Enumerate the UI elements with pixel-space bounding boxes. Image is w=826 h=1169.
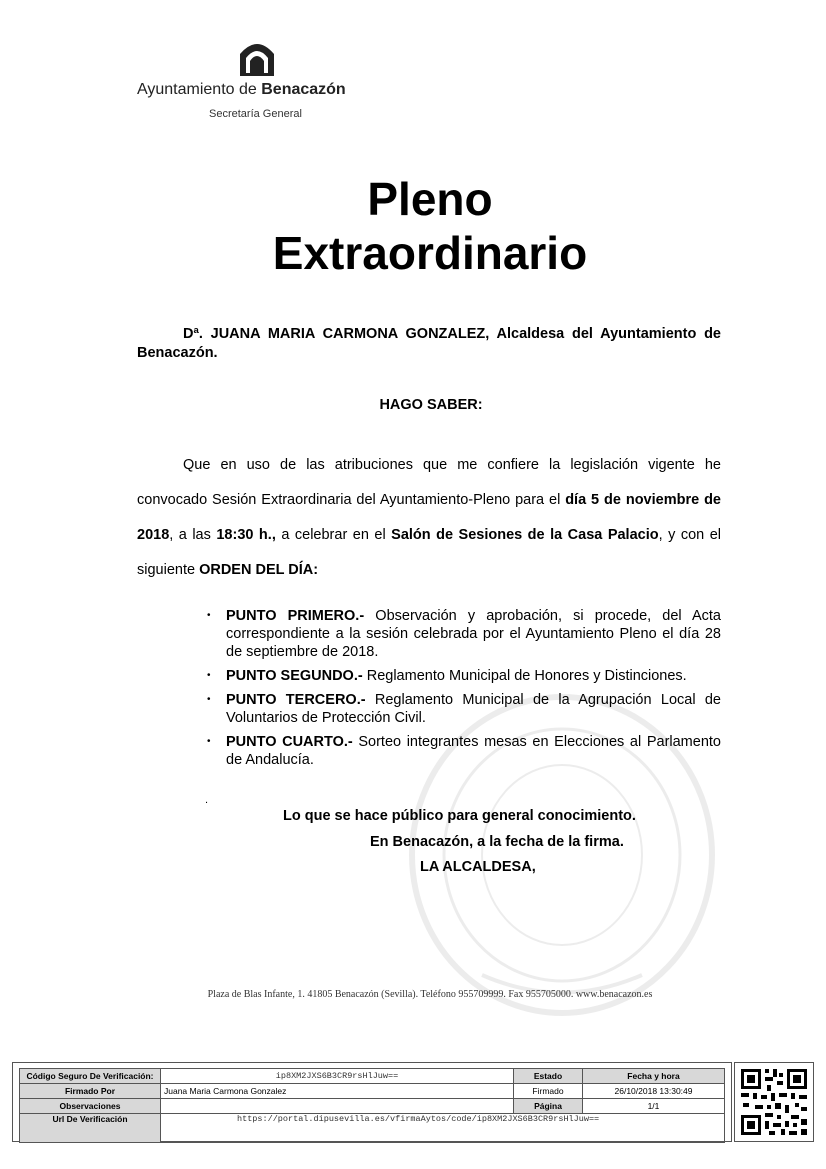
session-place: Salón de Sesiones de la Casa Palacio	[391, 527, 659, 543]
firmado-value: Juana Maria Carmona Gonzalez	[161, 1084, 514, 1099]
estado-value: Firmado	[514, 1084, 583, 1099]
observaciones-value	[161, 1099, 514, 1114]
firmado-label: Firmado Por	[20, 1084, 161, 1099]
header-logo	[137, 38, 377, 122]
convocation-paragraph: Que en uso de las atribuciones que me confiere la legislación vigente he convocado Sesión Extraordinaria del Ayuntamiento-Pleno para el día 5 de noviembre de 2018, a las 18:30 h., a celebrar en el Salón de Sesiones de la Casa Palacio, y con el siguiente ORDEN DEL DÍA:	[137, 457, 722, 578]
fecha-value: 26/10/2018 13:30:49	[583, 1084, 725, 1099]
estado-label: Estado	[514, 1069, 583, 1084]
pagina-label: Página	[514, 1099, 583, 1114]
agenda-item: • PUNTO CUARTO.- Sorteo integrantes mesas en Elecciones al Parlamento de Andalucía.	[207, 734, 721, 768]
session-date: día 5 de noviembre de 2018	[137, 492, 721, 543]
url-value[interactable]: https://portal.dipusevilla.es/vfirmaAytos/code/ip8XM2JXS6B3CR9rsHlJuw==	[161, 1114, 725, 1143]
qr-code-icon	[734, 1062, 814, 1142]
intro-paragraph: Dª. JUANA MARIA CARMONA GONZALEZ, Alcaldesa del Ayuntamiento de Benacazón.	[137, 326, 721, 361]
csv-value: ip8XM2JXS6B3CR9rsHlJuw==	[161, 1069, 514, 1084]
org-department: Secretaría General	[209, 108, 302, 120]
stray-dot: .	[205, 794, 209, 806]
pagina-value: 1/1	[583, 1099, 725, 1114]
agenda-item: • PUNTO SEGUNDO.- Reglamento Municipal de Honores y Distinciones.	[207, 668, 687, 684]
municipal-arch-emblem	[238, 40, 276, 76]
closing-public-notice: Lo que se hace público para general conocimiento.	[283, 808, 636, 824]
agenda-list	[205, 607, 721, 775]
observaciones-label: Observaciones	[20, 1099, 161, 1114]
hago-saber-heading: HAGO SABER:	[379, 397, 483, 413]
url-label: Url De Verificación	[20, 1114, 161, 1143]
footer-address: Plaza de Blas Infante, 1. 41805 Benacazón (Sevilla). Teléfono 955709999. Fax 955705000. www.benacazon.es	[207, 989, 653, 1000]
agenda-item: • PUNTO TERCERO.- Reglamento Municipal de la Agrupación Local de Voluntarios de Protección Civil.	[207, 692, 721, 726]
orden-del-dia: ORDEN DEL DÍA:	[199, 562, 319, 578]
csv-label: Código Seguro De Verificación:	[20, 1069, 161, 1084]
closing-signatory: LA ALCALDESA,	[420, 859, 536, 875]
closing-place-date: En Benacazón, a la fecha de la firma.	[370, 834, 624, 850]
title-line-2: Extraordinario	[272, 227, 588, 279]
title-line-1: Pleno	[367, 173, 493, 225]
org-name: Ayuntamiento de Benacazón	[137, 81, 346, 98]
session-time: 18:30 h.,	[216, 527, 276, 543]
agenda-item: • PUNTO PRIMERO.- Observación y aprobación, si procede, del Acta correspondiente a la sesión celebrada por el Ayuntamiento Pleno el día 28 de septiembre de 2018.	[207, 608, 721, 660]
verification-table	[12, 1062, 732, 1142]
fecha-label: Fecha y hora	[583, 1069, 725, 1084]
page-title	[0, 172, 826, 280]
